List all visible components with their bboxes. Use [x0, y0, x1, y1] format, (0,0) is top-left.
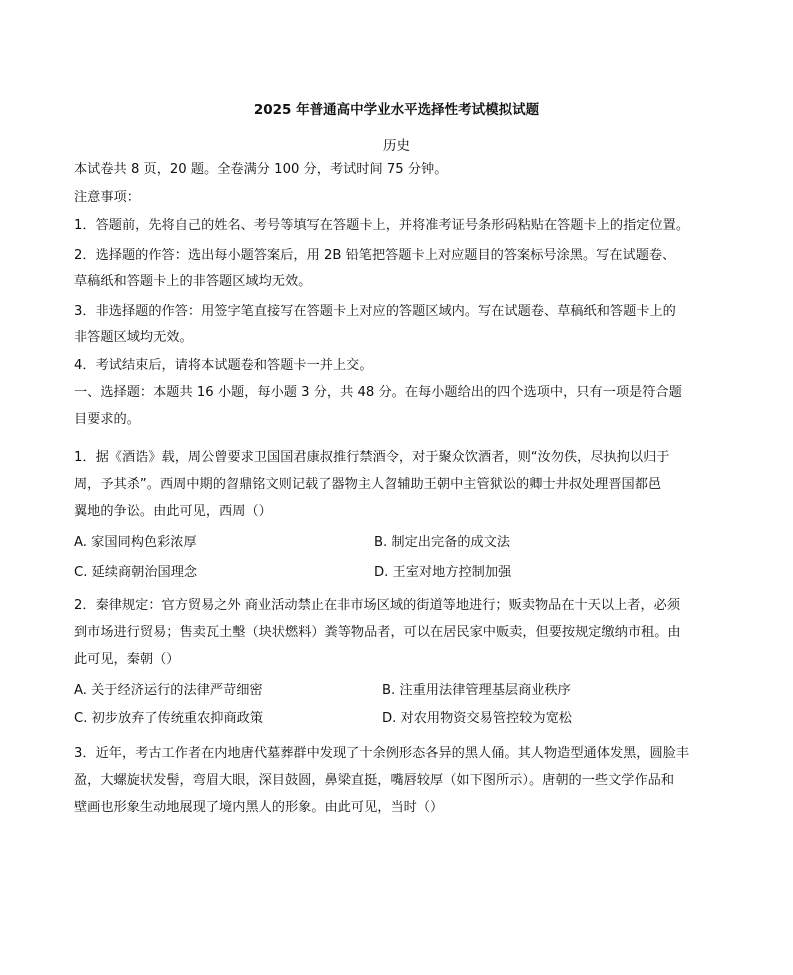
q1-option-c: C. 延续商朝治国理念 — [74, 565, 198, 580]
note-4: 4．考试结束后，请将本试题卷和答题卡一并上交。 — [74, 358, 373, 373]
q2-option-a: A. 关于经济运行的法律严苛细密 — [74, 683, 263, 698]
subject-title: 历史 — [383, 138, 410, 154]
question-2-line-1: 2．秦律规定：官方贸易之外 商业活动禁止在非市场区域的街道等地进行；贩卖物品在十天以上者，必须 — [74, 598, 681, 613]
q1-option-b: B. 制定出完备的成文法 — [374, 535, 511, 550]
note-1: 1．答题前，先将自己的姓名、考号等填写在答题卡上，并将准考证号条形码粘贴在答题卡上的指定位置。 — [74, 218, 690, 233]
q2-option-b: B. 注重用法律管理基层商业秩序 — [382, 683, 571, 698]
notes-heading: 注意事项： — [74, 190, 140, 205]
q1-option-a: A. 家国同构色彩浓厚 — [74, 535, 197, 550]
question-3-line-1: 3．近年，考古工作者在内地唐代墓葬群中发现了十余例形态各异的黑人俑。其人物造型通体发黑，圆脸丰 — [74, 746, 690, 761]
note-2-line-2: 草稿纸和答题卡上的非答题区域均无效。 — [74, 274, 312, 289]
question-3-line-3: 壁画也形象生动地展现了境内黑人的形象。由此可见，当时（） — [74, 800, 444, 815]
q2-option-d: D. 对农用物资交易管控较为宽松 — [382, 711, 572, 726]
exam-title: 2025 年普通高中学业水平选择性考试模拟试题 — [253, 102, 540, 118]
exam-info: 本试卷共 8 页，20 题。全卷满分 100 分，考试时间 75 分钟。 — [74, 162, 448, 177]
note-2-line-1: 2．选择题的作答：选出每小题答案后，用 2B 铅笔把答题卡上对应题目的答案标号涂黑。写在试题卷、 — [74, 248, 676, 263]
q1-option-d: D. 王室对地方控制加强 — [374, 565, 512, 580]
question-1-line-1: 1．据《酒诰》载，周公曾要求卫国国君康叔推行禁酒令，对于聚众饮酒者，则“汝勿佚，尽执拘以归于 — [74, 450, 670, 465]
section-heading-line-1: 一、选择题：本题共 16 小题，每小题 3 分，共 48 分。在每小题给出的四个选项中，只有一项是符合题 — [74, 385, 682, 400]
question-2-line-3: 此可见，秦朝（） — [74, 652, 180, 667]
note-3-line-1: 3．非选择题的作答：用签字笔直接写在答题卡上对应的答题区域内。写在试题卷、草稿纸和答题卡上的 — [74, 304, 676, 319]
q2-option-c: C. 初步放弃了传统重农抑商政策 — [74, 711, 264, 726]
note-3-line-2: 非答题区域均无效。 — [74, 330, 193, 345]
question-2-line-2: 到市场进行贸易；售卖瓦土墼（块状燃料）粪等物品者，可以在居民家中贩卖，但要按规定缴纳市租。由 — [74, 625, 681, 640]
question-3-line-2: 盈，大螺旋状发髻，弯眉大眼，深目鼓圆，鼻梁直挺，嘴唇较厚（如下图所示）。唐朝的一些文学作品和 — [74, 773, 675, 788]
question-1-line-2: 周，予其杀”。西周中期的曶鼎铭文则记载了器物主人曶辅助王朝中主管狱讼的卿士井叔处理晋国都邑 — [74, 477, 662, 492]
section-heading-line-2: 目要求的。 — [74, 412, 140, 427]
question-1-line-3: 翼地的争讼。由此可见，西周（） — [74, 504, 272, 519]
